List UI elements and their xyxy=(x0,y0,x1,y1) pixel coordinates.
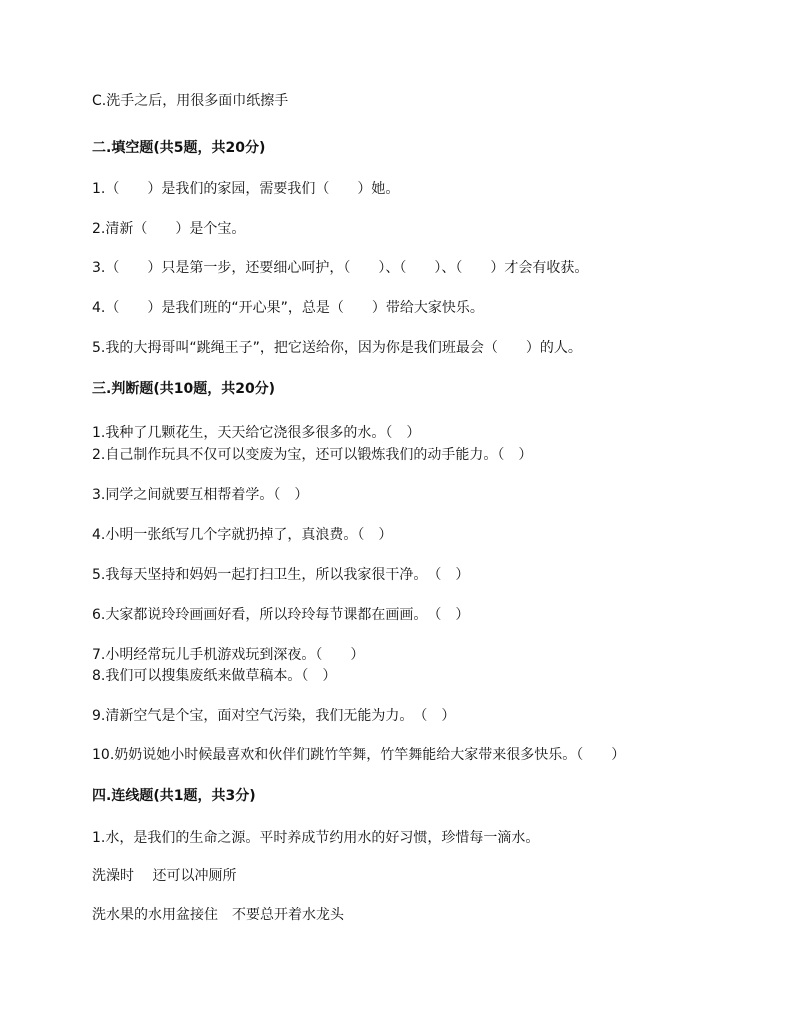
match-row-2: 洗水果的水用盆接住 不要总开着水龙头 xyxy=(92,907,344,923)
judge-question-3: 3.同学之间就要互相帮着学。（ ） xyxy=(92,487,309,503)
judge-question-4: 4.小明一张纸写几个字就扔掉了，真浪费。（ ） xyxy=(92,527,393,543)
judge-question-8: 8.我们可以搜集废纸来做草稿本。（ ） xyxy=(92,668,337,684)
match-question-1: 1.水，是我们的生命之源。平时养成节约用水的好习惯，珍惜每一滴水。 xyxy=(92,830,540,846)
fill-question-3: 3.（ ）只是第一步，还要细心呵护，（ ）、（ ）、（ ）才会有收获。 xyxy=(92,260,589,276)
section-judge-heading: 三.判断题(共10题，共20分) xyxy=(92,381,276,397)
fill-question-5: 5.我的大拇哥叫“跳绳王子”，把它送给你，因为你是我们班最会（ ）的人。 xyxy=(92,340,582,356)
section-match-heading: 四.连线题(共1题，共3分) xyxy=(92,788,256,804)
judge-question-7: 7.小明经常玩儿手机游戏玩到深夜。（ ） xyxy=(92,647,365,663)
fill-question-2: 2.清新（ ）是个宝。 xyxy=(92,221,246,237)
judge-question-6: 6.大家都说玲玲画画好看，所以玲玲每节课都在画画。 （ ） xyxy=(92,607,470,623)
fill-question-1: 1.（ ）是我们的家园，需要我们（ ）她。 xyxy=(92,181,400,197)
section-fill-heading: 二.填空题(共5题，共20分) xyxy=(92,140,266,156)
match-row-1: 洗澡时 还可以冲厕所 xyxy=(92,868,237,884)
judge-question-9: 9.清新空气是个宝，面对空气污染，我们无能为力。 （ ） xyxy=(92,708,456,724)
judge-question-5: 5.我每天坚持和妈妈一起打扫卫生，所以我家很干净。 （ ） xyxy=(92,567,470,583)
fill-question-4: 4.（ ）是我们班的“开心果”，总是（ ）带给大家快乐。 xyxy=(92,300,484,316)
option-c: C.洗手之后，用很多面巾纸擦手 xyxy=(92,93,289,109)
judge-question-2: 2.自己制作玩具不仅可以变废为宝，还可以锻炼我们的动手能力。（ ） xyxy=(92,447,533,463)
judge-question-1: 1.我种了几颗花生，天天给它浇很多很多的水。（ ） xyxy=(92,425,421,441)
judge-question-10: 10.奶奶说她小时候最喜欢和伙伴们跳竹竿舞，竹竿舞能给大家带来很多快乐。（ ） xyxy=(92,747,626,763)
